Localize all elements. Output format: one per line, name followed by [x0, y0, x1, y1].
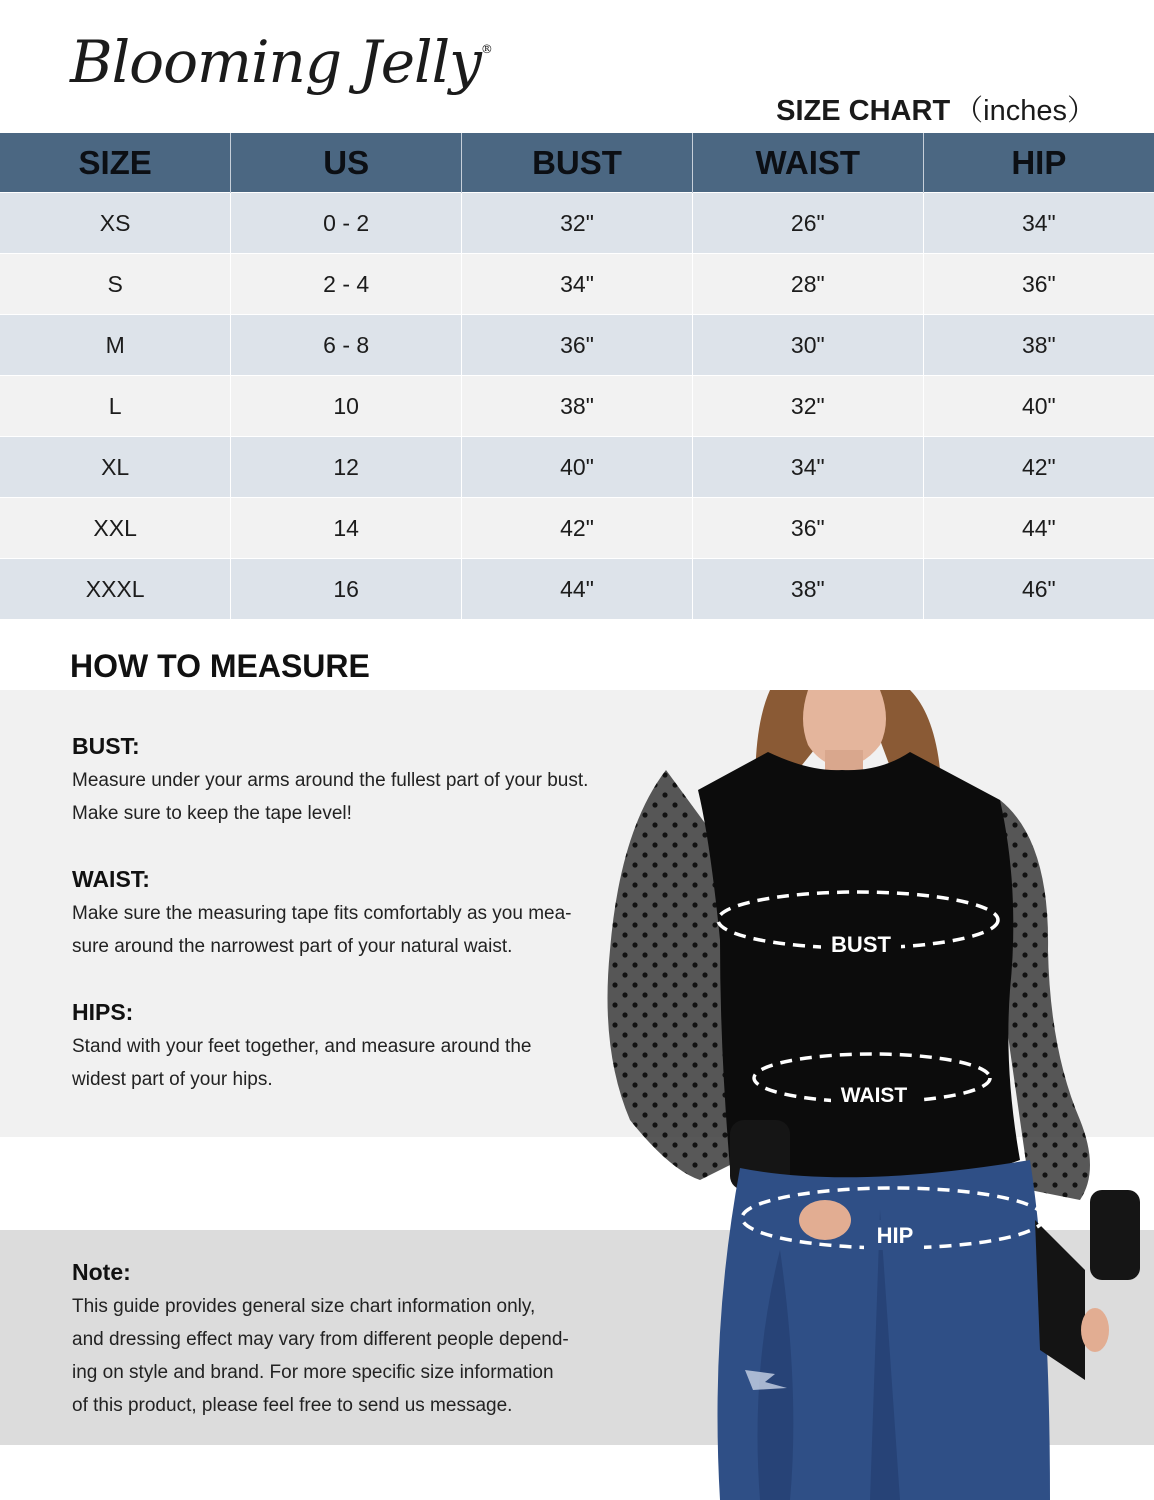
cell-bust: 40"	[462, 437, 693, 498]
note-title: Note:	[72, 1259, 131, 1285]
cell-waist: 32"	[692, 376, 923, 437]
table-row	[0, 376, 1154, 437]
bust-line: Measure under your arms around the fullest part of your bust.	[72, 770, 589, 791]
model-figure	[580, 690, 1154, 1500]
cell-bust: 42"	[462, 498, 693, 559]
cell-size: XS	[0, 193, 231, 254]
cell-bust: 38"	[462, 376, 693, 437]
header-us: US	[231, 133, 462, 193]
cell-us: 14	[231, 498, 462, 559]
cell-size: XL	[0, 437, 231, 498]
right-cuff	[1090, 1190, 1140, 1280]
note-section	[72, 1259, 569, 1422]
cell-bust: 36"	[462, 315, 693, 376]
note-line: ing on style and brand. For more specific size information	[72, 1362, 554, 1383]
cell-size: L	[0, 376, 231, 437]
left-hand	[799, 1200, 851, 1240]
cell-waist: 26"	[692, 193, 923, 254]
table-row	[0, 254, 1154, 315]
table-header-row	[0, 133, 1154, 193]
cell-us: 6 - 8	[231, 315, 462, 376]
note-line: and dressing effect may vary from different people depend-	[72, 1329, 569, 1350]
bust-label: BUST	[831, 932, 891, 957]
hips-line: widest part of your hips.	[72, 1069, 273, 1090]
cell-hip: 42"	[923, 437, 1154, 498]
size-table	[0, 133, 1154, 619]
brand-logo: Blooming Jelly®	[70, 28, 492, 96]
table-row	[0, 559, 1154, 620]
cell-size: XXXL	[0, 559, 231, 620]
model-illustration	[580, 690, 1154, 1500]
cell-waist: 34"	[692, 437, 923, 498]
cell-waist: 28"	[692, 254, 923, 315]
cell-size: XXL	[0, 498, 231, 559]
waist-label: WAIST	[840, 1084, 908, 1107]
cell-waist: 30"	[692, 315, 923, 376]
cell-hip: 38"	[923, 315, 1154, 376]
cell-bust: 44"	[462, 559, 693, 620]
table-row	[0, 315, 1154, 376]
size-chart-title: SIZE CHART （inches）	[776, 95, 1096, 127]
cell-bust: 34"	[462, 254, 693, 315]
hip-label: HIP	[876, 1223, 914, 1248]
cell-us: 12	[231, 437, 462, 498]
table-row	[0, 498, 1154, 559]
waist-title: WAIST:	[72, 866, 150, 892]
waist-line: Make sure the measuring tape fits comfortably as you mea-	[72, 903, 572, 924]
cell-us: 10	[231, 376, 462, 437]
bust-title: BUST:	[72, 733, 140, 759]
bust-line: Make sure to keep the tape level!	[72, 803, 352, 824]
cell-hip: 40"	[923, 376, 1154, 437]
cell-waist: 36"	[692, 498, 923, 559]
waist-line: sure around the narrowest part of your natural waist.	[72, 936, 513, 957]
cell-waist: 38"	[692, 559, 923, 620]
header-hip: HIP	[923, 133, 1154, 193]
hips-title: HIPS:	[72, 999, 134, 1025]
cell-us: 16	[231, 559, 462, 620]
cell-size: S	[0, 254, 231, 315]
cell-us: 0 - 2	[231, 193, 462, 254]
waist-instructions	[72, 866, 572, 963]
cell-hip: 44"	[923, 498, 1154, 559]
header-waist: WAIST	[692, 133, 923, 193]
cell-hip: 46"	[923, 559, 1154, 620]
cell-size: M	[0, 315, 231, 376]
header-size: SIZE	[0, 133, 231, 193]
bust-instructions	[72, 733, 588, 830]
how-to-measure-heading: HOW TO MEASURE	[70, 648, 370, 684]
header-bust: BUST	[462, 133, 693, 193]
cell-bust: 32"	[462, 193, 693, 254]
cell-hip: 34"	[923, 193, 1154, 254]
table-row	[0, 437, 1154, 498]
table-row	[0, 193, 1154, 254]
cell-hip: 36"	[923, 254, 1154, 315]
right-hand	[1081, 1308, 1109, 1352]
hips-line: Stand with your feet together, and measure around the	[72, 1036, 532, 1057]
hips-instructions	[72, 999, 531, 1096]
note-line: This guide provides general size chart information only,	[72, 1296, 536, 1317]
cell-us: 2 - 4	[231, 254, 462, 315]
note-line: of this product, please feel free to send us message.	[72, 1395, 513, 1416]
